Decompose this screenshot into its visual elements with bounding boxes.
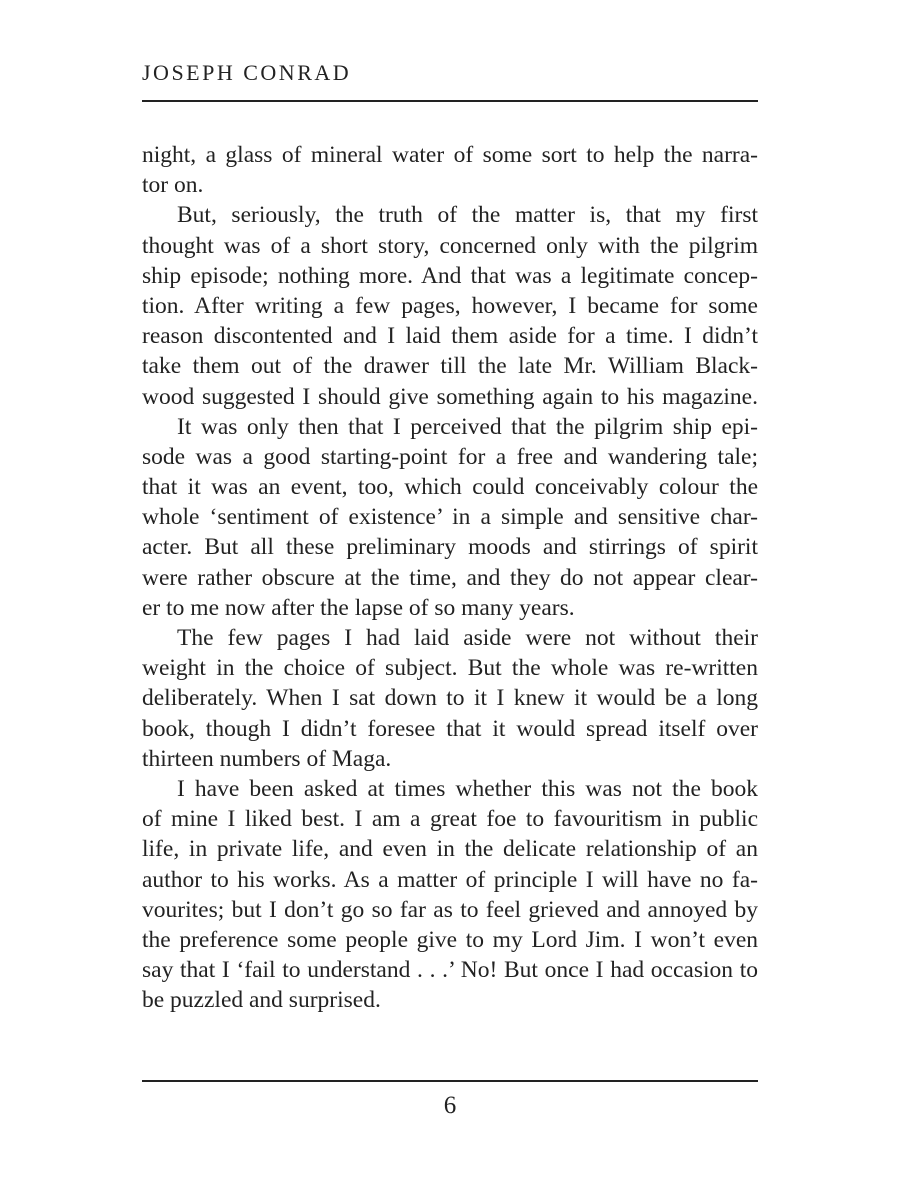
- text-line: thought was of a short story, concerned only with the pilgrim: [142, 232, 758, 259]
- text-line: vourites; but I don’t go so far as to feel grieved and annoyed by: [142, 896, 758, 923]
- text-line: wood suggested I should give something again to his magazine.: [142, 383, 758, 410]
- footer-rule: [142, 1080, 758, 1082]
- text-line: life, in private life, and even in the delicate relationship of an: [142, 836, 758, 863]
- text-line: I have been asked at times whether this was not the book: [177, 775, 758, 802]
- text-line: sode was a good starting-point for a free and wandering tale;: [142, 443, 758, 470]
- text-line: acter. But all these preliminary moods and stirrings of spirit: [142, 534, 758, 561]
- text-line: weight in the choice of subject. But the whole was re-written: [142, 655, 758, 682]
- text-line: The few pages I had laid aside were not without their: [177, 625, 758, 651]
- text-line: say that I ‘fail to understand . . .’ No! But once I had occasion to: [142, 957, 758, 984]
- text-line: night, a glass of mineral water of some sort to help the narra-: [142, 142, 758, 168]
- text-line: that it was an event, too, which could conceivably colour the: [142, 474, 758, 501]
- page-number: 6: [443, 1092, 457, 1119]
- text-line: tor on.: [142, 172, 204, 199]
- text-line: were rather obscure at the time, and they do not appear clear-: [142, 564, 758, 591]
- text-line: But, seriously, the truth of the matter is, that my first: [177, 202, 758, 229]
- text-line: deliberately. When I sat down to it I knew it would be a long: [142, 685, 758, 712]
- text-line: take them out of the drawer till the late Mr. William Black-: [142, 353, 758, 380]
- header-rule: [142, 100, 758, 102]
- text-line: er to me now after the lapse of so many years.: [142, 594, 575, 621]
- text-line: ship episode; nothing more. And that was a legitimate concep-: [142, 262, 758, 289]
- text-line: thirteen numbers of Maga.: [142, 745, 392, 772]
- text-line: book, though I didn’t foresee that it would spread itself over: [142, 715, 758, 742]
- text-line: be puzzled and surprised.: [142, 987, 381, 1014]
- running-head: JOSEPH CONRAD: [142, 60, 352, 85]
- text-line: reason discontented and I laid them aside for a time. I didn’t: [142, 323, 758, 350]
- text-line: whole ‘sentiment of existence’ in a simple and sensitive char-: [142, 504, 758, 531]
- body-text: [142, 140, 758, 1015]
- text-line: of mine I liked best. I am a great foe to favouritism in public: [142, 806, 758, 833]
- text-line: the preference some people give to my Lord Jim. I won’t even: [142, 926, 758, 953]
- text-line: It was only then that I perceived that the pilgrim ship epi-: [177, 413, 758, 440]
- text-line: tion. After writing a few pages, however, I became for some: [142, 292, 758, 319]
- text-line: author to his works. As a matter of principle I will have no fa-: [142, 866, 758, 893]
